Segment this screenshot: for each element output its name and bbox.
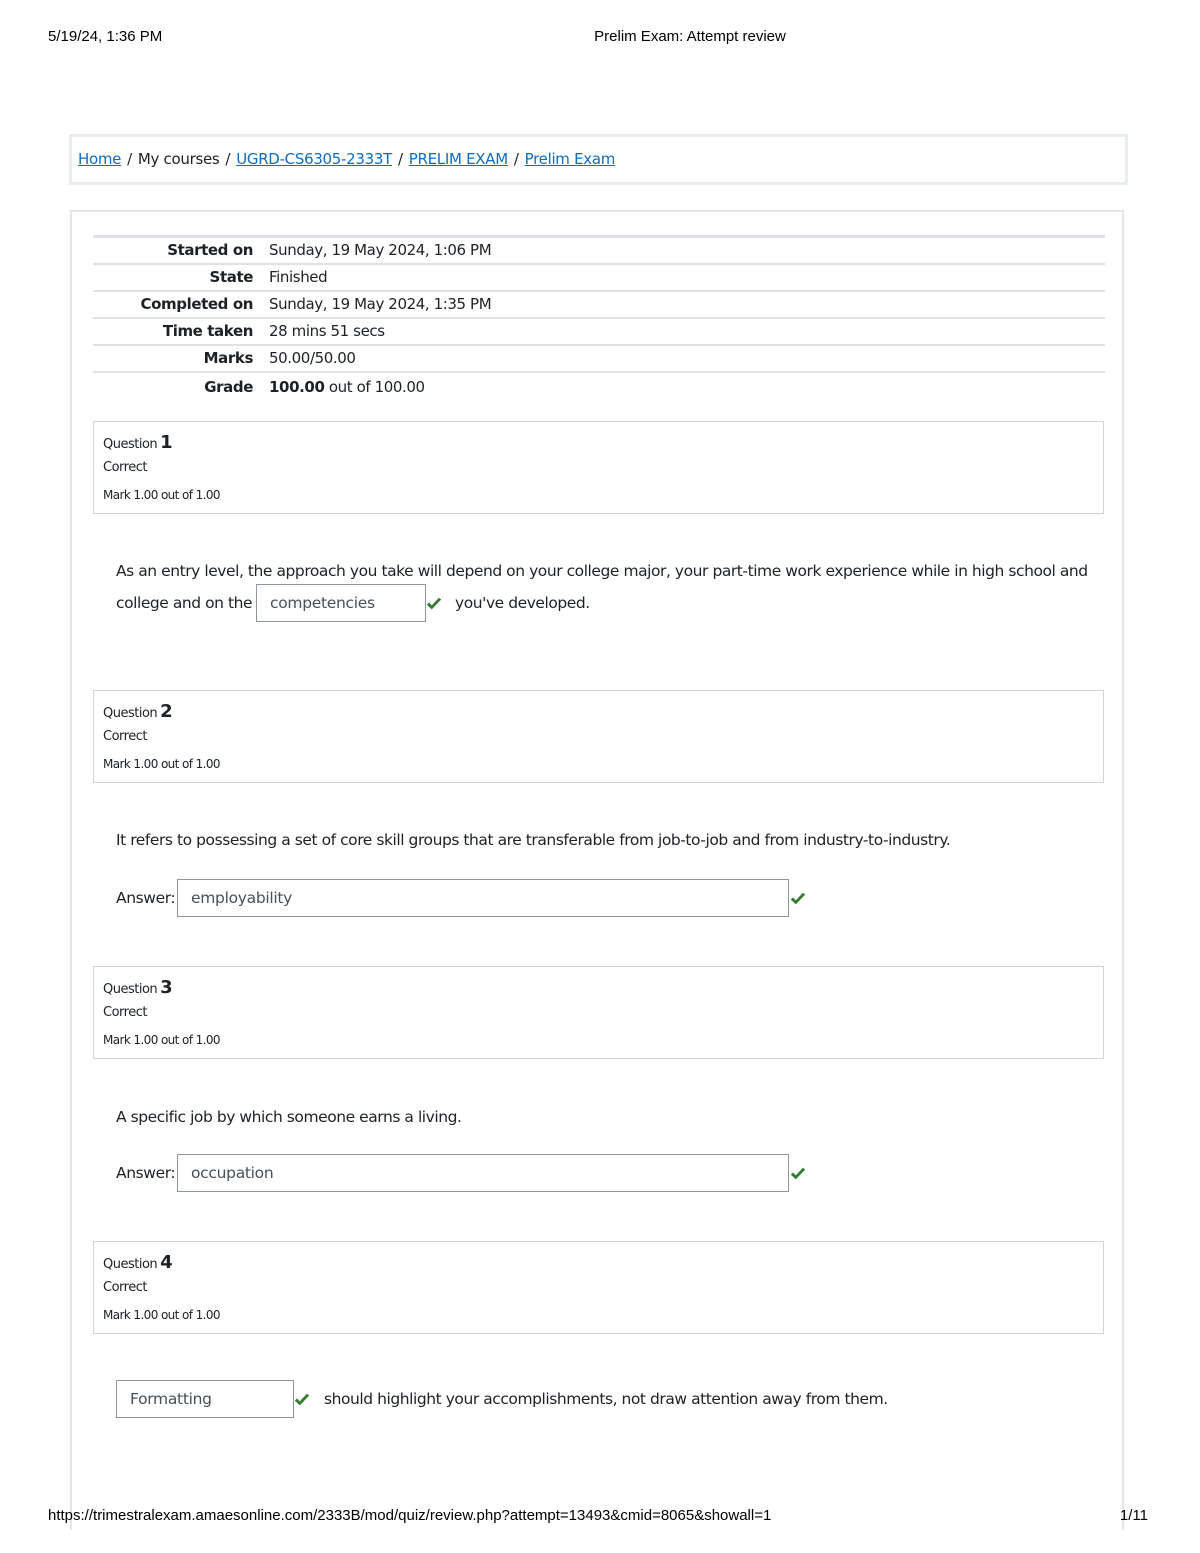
question-num: 1 [160,432,173,453]
question-num: 2 [160,701,173,722]
question-label: Question [103,437,158,452]
answer-label: Answer: [116,889,176,907]
summary-row-completed [93,291,1105,318]
check-icon [789,890,807,908]
breadcrumb [78,150,615,168]
question-num: 4 [160,1252,173,1273]
question-state: Correct [103,1005,147,1020]
question-num: 3 [160,977,173,998]
question-text: you've developed. [455,594,590,612]
summary-row-time-taken [93,318,1105,345]
breadcrumb-separator: / [398,150,403,168]
question-info-2 [93,690,1104,783]
question-number [103,1252,172,1273]
question-mark: Mark 1.00 out of 1.00 [103,1033,220,1047]
question-label: Question [103,706,158,721]
check-icon [789,1165,807,1183]
print-footer [0,1507,1200,1527]
print-datetime: 5/19/24, 1:36 PM [48,28,163,45]
answer-field[interactable]: competencies [256,584,426,622]
breadcrumb-separator: / [513,150,519,168]
attempt-summary-table [93,235,1105,402]
question-mark: Mark 1.00 out of 1.00 [103,488,220,502]
question-mark: Mark 1.00 out of 1.00 [103,1308,220,1322]
print-page-number: 1/11 [1119,1507,1148,1524]
summary-value: Finished [269,268,328,286]
summary-value: Sunday, 19 May 2024, 1:35 PM [269,295,492,313]
question-number [103,701,172,722]
answer-field[interactable]: Formatting [116,1380,294,1418]
print-url: https://trimestralexam.amaesonline.com/2333B/mod/quiz/review.php?attempt=13493&cmid=8065&showall=1 [48,1507,772,1524]
summary-value: Sunday, 19 May 2024, 1:06 PM [269,241,492,260]
summary-label: Marks [203,349,253,367]
summary-row-state [93,264,1105,291]
breadcrumb-separator: / [127,150,132,168]
question-text: As an entry level, the approach you take will depend on your college major, your part-time work experience while in high school and [116,562,1088,580]
question-info-4 [93,1241,1104,1334]
question-state: Correct [103,460,147,475]
question-number [103,432,172,453]
question-state: Correct [103,729,147,744]
question-text: A specific job by which someone earns a living. [116,1108,462,1126]
question-text: It refers to possessing a set of core skill groups that are transferable from job-to-job and from industry-to-industry. [116,831,951,849]
answer-label: Answer: [116,1164,176,1182]
print-header [0,28,1200,48]
breadcrumb-section[interactable]: PRELIM EXAM [408,150,508,168]
breadcrumb-separator: / [225,150,231,168]
question-info-1 [93,421,1104,514]
question-label: Question [103,982,158,997]
check-icon [293,1391,311,1409]
summary-value: 50.00/50.00 [269,349,356,367]
question-number [103,977,172,998]
breadcrumb-home[interactable]: Home [78,150,122,168]
summary-value [261,372,1105,402]
summary-label: Completed on [140,295,253,313]
grade-out-of: out of 100.00 [328,378,425,396]
summary-row-grade [93,372,1105,402]
question-text: college and on the [116,594,253,612]
summary-value: 28 mins 51 secs [269,322,385,340]
question-label: Question [103,1257,158,1272]
breadcrumb-quiz[interactable]: Prelim Exam [524,150,616,168]
check-icon [425,595,443,613]
summary-label: Grade [204,378,253,396]
question-mark: Mark 1.00 out of 1.00 [103,757,220,771]
breadcrumb-bar [69,134,1128,185]
answer-field[interactable]: employability [177,879,789,917]
print-title: Prelim Exam: Attempt review [594,28,786,45]
breadcrumb-course[interactable]: UGRD-CS6305-2333T [236,150,392,168]
question-state: Correct [103,1280,147,1295]
question-info-3 [93,966,1104,1059]
grade-score: 100.00 [269,378,325,396]
breadcrumb-my-courses: My courses [137,150,220,168]
summary-label: Time taken [162,322,253,340]
summary-label: State [209,268,253,286]
summary-row-marks [93,345,1105,372]
question-text: should highlight your accomplishments, not draw attention away from them. [324,1390,888,1408]
answer-field[interactable]: occupation [177,1154,789,1192]
summary-row-started [93,237,1105,264]
summary-label: Started on [167,241,253,260]
